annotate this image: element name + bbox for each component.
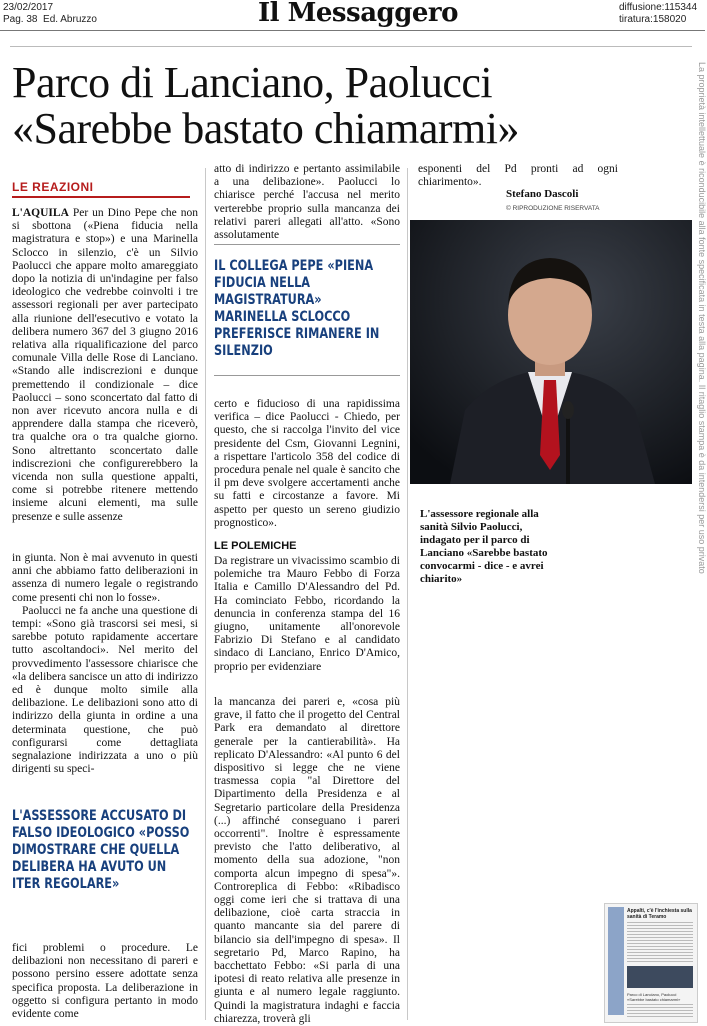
- portrait-photo: [410, 220, 692, 484]
- col2-polemiche-text: Da registrare un vivacissimo scambio di polemiche tra Mauro Febbo di Forza Italia e Camillo D'Alessandro del Pd. Ha cominciato Febbo, ricordando la denuncia in conferenza stampa del 16 giugno, unitamente all'onorevole Fabrizio Di Stefano e al candidato sindaco di Lanciano, Enrico D'Amico, proprio per evidenziare: [214, 555, 400, 673]
- col2-top-text: atto di indirizzo e pertanto assimilabile a una delibazione». Paolucci lo chiarisce perché l'accusa nel merito verterebbe proprio sulla mancanza dei relativi pareri allegati all'atto. «Sono assolutamente: [214, 163, 400, 242]
- headline-line-1: Parco di Lanciano, Paolucci: [12, 58, 493, 107]
- thumbnail-photo: [608, 907, 624, 1015]
- author-signature: Stefano Dascoli: [506, 188, 579, 200]
- column-1-top: [12, 207, 198, 524]
- page-thumbnail: [604, 903, 698, 1023]
- tiratura-label: tiratura:158020: [619, 14, 687, 25]
- portrait-illustration: [410, 220, 692, 484]
- col1-bottom-text: fici problemi o procedure. Le delibazioni non necessitano di pareri e possono persino essere adottate senza specifica proposta. La deliberazione in oggetto si configura pertanto in modo evidente come: [12, 942, 198, 1021]
- pull-rule-bottom: [214, 375, 400, 376]
- col2-mid-text: certo e fiducioso di una rapidissima verifica – dice Paolucci - Chiedo, per questo, che si raccolga l'invito del vice presidente del Csm, Giovanni Legnini, a rispettare l'articolo 358 del codice di procedura penale nel quale è sancito che il pm deve svolgere accertamenti anche su fatti e circostanze a favore. Mi aspetto per questo un sereno giudizio prognostico».: [214, 398, 400, 529]
- masthead-logo: Il Messaggero: [258, 0, 458, 28]
- subhead-polemiche: LE POLEMICHE: [214, 540, 297, 552]
- section-label: LE REAZIONI: [12, 180, 94, 194]
- thumbnail-text-block-2: [627, 1004, 693, 1018]
- thumbnail-title: Appalti, c'è l'inchiesta sulla sanità di Teramo: [627, 908, 692, 920]
- column-3-top: [418, 163, 618, 189]
- date-label: 23/02/2017: [3, 2, 54, 13]
- column-separator-1: [205, 168, 206, 1020]
- pull-quote-2: IL COLLEGA PEPE «PIENA FIDUCIA NELLA MAGISTRATURA» MARINELLA SCLOCCO PREFERISCE RIMANERE IN SILENZIO: [214, 258, 380, 359]
- top-rule: [0, 30, 705, 31]
- pull-quote-1: L'ASSESSORE ACCUSATO DI FALSO IDEOLOGICO «POSSO DIMOSTRARE CHE QUELLA DELIBERA HA AVUTO UN ITER REGOLARE»: [12, 808, 190, 892]
- thumbnail-image: [627, 966, 693, 988]
- page-info: Pag. 38 Ed. Abruzzo: [3, 14, 97, 25]
- dateline: L'AQUILA: [12, 207, 69, 219]
- headline-line-2: «Sarebbe bastato chiamarmi»: [12, 104, 519, 153]
- col1-top-text: Per un Dino Pepe che non si sbottona («Piena fiducia nella magistratura e stop») e una Marinella Sclocco in silenzio, c'è un Silvio Paolucci che appare molto amareggiato dopo la notizia di un'indagine per falso ideologico che vedrebbe coinvolti i tre assessori regionali per aver partecipato alla riunione dell'esecutivo e votato la delibera numero 367 del 3 giugno 2016 relativa alla riqualificazione del parco comunale Villa delle Rose di Lanciano. «Stando alle indiscrezioni e dunque premettendo il condizionale – dice Paolucci – sono sconcertato dal fatto di non aver ricevuto ancora nulla e di apprendere dalla stampa che riceverò, tra qualche ora o tra qualche giorno. Sono altrettanto sconcertato dalle indiscrezioni che configurerebbero la vicenda non sulla questione appalti, come si potrebbe ritenere mettendo insieme alcuni elementi, ma sulle presenze e sulle assenze: [12, 207, 198, 523]
- thumbnail-subtitle: Parco di Lanciano, Paolucci «Sarebbe bastato chiamarmi»: [627, 992, 681, 1002]
- column-2-bottom: [214, 696, 400, 1026]
- column-1-mid: [12, 552, 198, 776]
- column-separator-2: [407, 168, 408, 1020]
- column-2-polemiche: [214, 555, 400, 674]
- col1-mid-text: in giunta. Non è mai avvenuto in questi anni che abbiamo fatto deliberazioni in assenza di numero legale o registrando come presenti chi non lo fosse».: [12, 552, 198, 604]
- headline: [12, 60, 692, 152]
- header-rule: [10, 46, 692, 47]
- reproduction-notice: © RIPRODUZIONE RISERVATA: [506, 205, 600, 212]
- column-2-top: [214, 163, 400, 242]
- col1-mid2-text: Paolucci ne fa anche una questione di tempi: «Sono già trascorsi sei mesi, si sarebbe potuto rapidamente accertare tutto ascoltandoci». Nel merito del provvedimento l'assessore chiarisce che «la delibera sancisce un atto di indirizzo ed è dunque molto simile alla delibazione. Le delibazioni sono atto di indirizzo della giunta in ordine a una determinata questione, che può configurarsi come dettagliata segnalazione indirizzata a uno o più dirigenti su speci-: [12, 604, 198, 776]
- col3-top-text: esponenti del Pd pronti ad ogni chiarimento».: [418, 163, 618, 189]
- photo-caption: L'assessore regionale alla sanità Silvio Paolucci, indagato per il parco di Lanciano «Sarebbe bastato convocarmi - dice - e avrei chiarito»: [420, 508, 548, 585]
- column-2-mid: [214, 398, 400, 530]
- section-rule: [12, 196, 190, 198]
- copyright-side-note: La proprietà intellettuale è riconducibile alla fonte specificata in testa alla pagina. Il ritaglio stampa è da intendersi per uso privato: [697, 62, 707, 574]
- column-1-bottom: [12, 942, 198, 1021]
- pull-rule-top: [214, 244, 400, 245]
- diffusione-label: diffusione:115344: [619, 2, 698, 13]
- thumbnail-text-block: [627, 922, 693, 964]
- col2-bottom-text: la mancanza dei pareri e, «cosa più grave, il fatto che il progetto del Central Park era demandato al direttore generale per la cantierabilità». Ha replicato D'Alessandro: «Al punto 6 del dispositivo si legge che ne viene trasmessa copia "al Direttore del Dipartimento della Presidenza e al Segretario particolare della Presidenza (...) affinché conseguano i pareri occorrenti". Inoltre è espressamente previsto che l'atto deliberativo, al momento della sua adozione, "non comporta alcun impegno di spesa"». Controreplica di Febbo: «Ribadisco oggi come ieri che si trattava di una delibazione, cioè carta straccia in quanto mancante sia del parere di bilancio sia dell'impegno di spesa». Il segretario Pd, Marco Rapino, ha bacchettato Febbo: «Si parla di una ipotesi di reato relativa alle presenze in giunta e al numero legale raggiunto. Quindi la magistratura indaghi e faccia chiarezza, troverà gli: [214, 696, 400, 1025]
